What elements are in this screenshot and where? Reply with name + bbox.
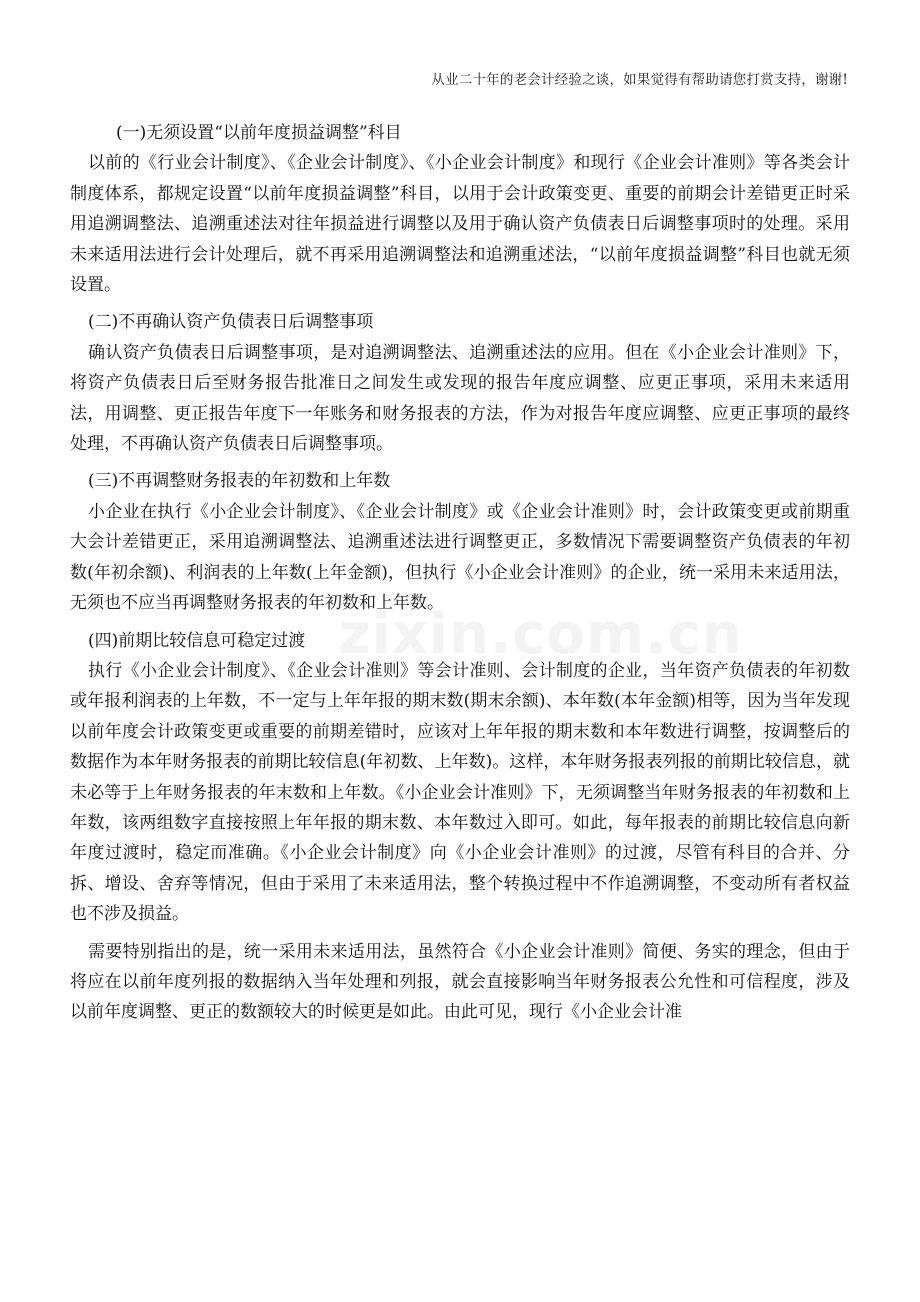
header-note: 从业二十年的老会计经验之谈，如果觉得有帮助请您打赏支持，谢谢!	[431, 72, 848, 88]
section-heading-3: (三)不再调整财务报表的年初数和上年数	[88, 471, 391, 492]
section-4-paragraph-1: 执行《小企业会计制度》、《企业会计准则》等会计准则、会计制度的企业，当年资产负债表的年初数或年报利润表的上年数，不一定与上年年报的期末数(期末余额)、本年数(本年金额)相等，因为当年发现以前年度会计政策变更或重要的前期差错时，应该对上年年报的期末数和本年数进行调整，按调整后的数据作为本年财务报表的前期比较信息(年初数、上年数)。这样，本年财务报表列报的前期比较信息，就未必等于上年财务报表的年末数和上年数。《小企业会计准则》下，无须调整当年财务报表的年初数和上年数，该两组数字直接按照上年年报的期末数、本年数过入即可。如此，每年报表的前期比较信息向新年度过渡时，稳定而准确。《小企业会计制度》向《小企业会计准则》的过渡，尽管有科目的合并、分拆、增设、舍弃等情况，但由于采用了未来适用法，整个转换过程中不作追溯调整，不变动所有者权益也不涉及损益。	[70, 660, 850, 925]
watermark: zixin.com.cn	[338, 602, 743, 667]
document-body	[70, 118, 850, 1028]
section-4-paragraph-2: 需要特别指出的是，统一采用未来适用法，虽然符合《小企业会计准则》简便、务实的理念，但由于将应在以前年度列报的数据纳入当年处理和列报，就会直接影响当年财务报表公允性和可信程度，涉及以前年度调整、更正的数额较大的时候更是如此。由此可见，现行《小企业会计准	[70, 941, 850, 1023]
section-heading-1: (一)无须设置“以前年度损益调整”科目	[116, 123, 402, 143]
section-3-paragraph-1: 小企业在执行《小企业会计制度》、《企业会计制度》或《企业会计准则》时，会计政策变更或前期重大会计差错更正，采用追溯调整法、追溯重述法进行调整更正，多数情况下需要调整资产负债表的年初数(年初余额)、利润表的上年数(上年金额)，但执行《小企业会计准则》的企业，统一采用未来适用法，无须也不应当再调整财务报表的年初数和上年数。	[70, 501, 850, 614]
section-1-paragraph-1: 以前的《行业会计制度》、《企业会计制度》、《小企业会计制度》和现行《企业会计准则》等各类会计制度体系，都规定设置“以前年度损益调整”科目，以用于会计政策变更、重要的前期会计差错更正时采用追溯调整法、追溯重述法对往年损益进行调整以及用于确认资产负债表日后调整事项时的处理。采用未来适用法进行会计处理后，就不再采用追溯调整法和追溯重述法，“以前年度损益调整”科目也就无须设置。	[70, 153, 850, 296]
section-heading-4: (四)前期比较信息可稳定过渡	[88, 630, 306, 651]
section-heading-2: (二)不再确认资产负债表日后调整事项	[88, 312, 374, 333]
section-2-paragraph-1: 确认资产负债表日后调整事项，是对追溯调整法、追溯重述法的应用。但在《小企业会计准则》下，将资产负债表日后至财务报告批准日之间发生或发现的报告年度应调整、应更正事项，采用未来适用法，用调整、更正报告年度下一年账务和财务报表的方法，作为对报告年度应调整、应更正事项的最终处理，不再确认资产负债表日后调整事项。	[70, 342, 850, 455]
